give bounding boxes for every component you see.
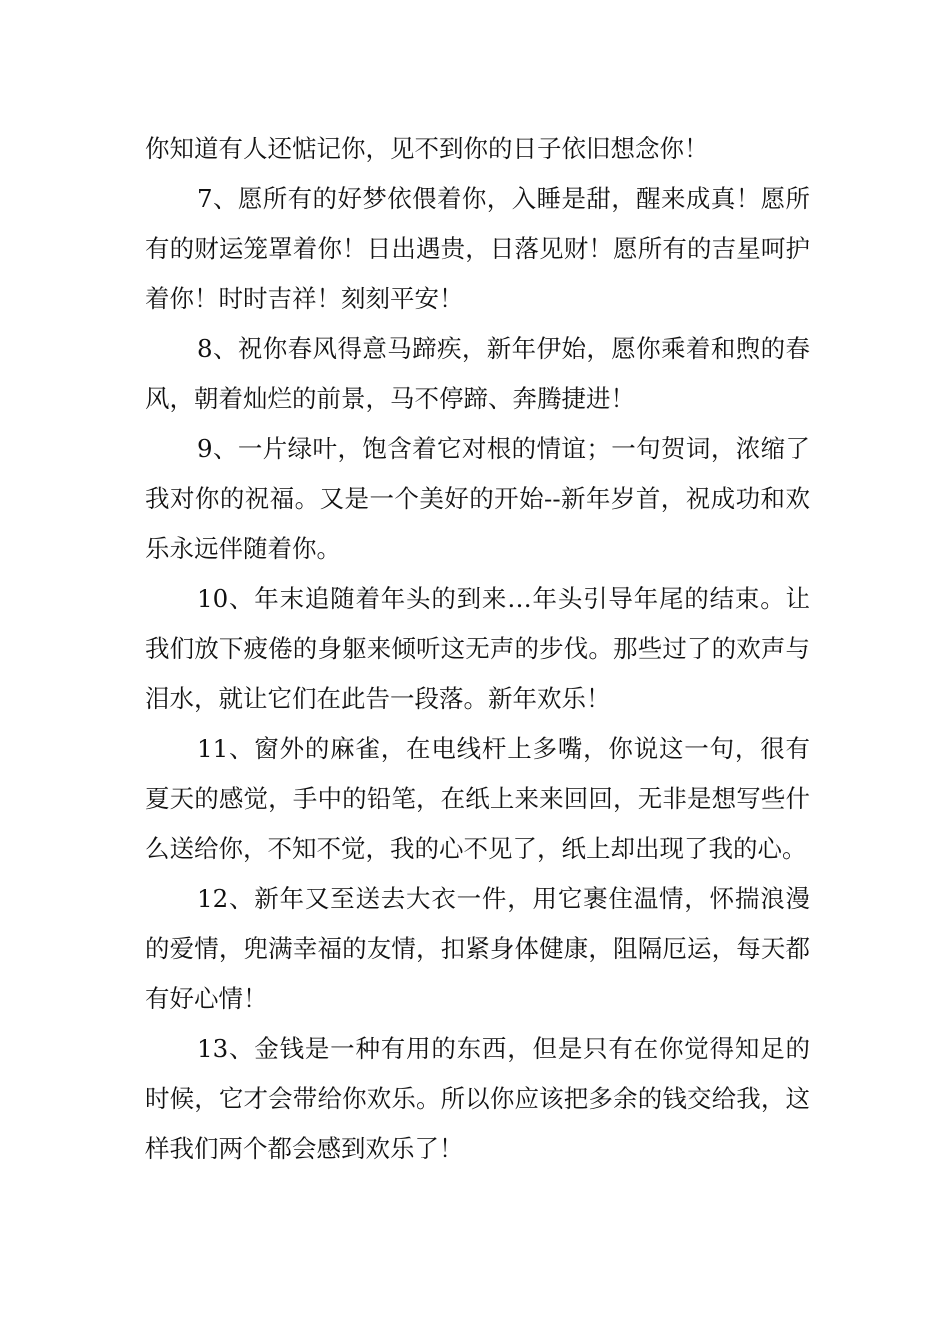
paragraph-item-10: 10、年末追随着年头的到来…年头引导年尾的结束。让我们放下疲倦的身躯来倾听这无声的步伐。那些过了的欢声与泪水，就让它们在此告一段落。新年欢乐！ bbox=[145, 584, 810, 713]
paragraph-item-8: 8、祝你春风得意马蹄疾，新年伊始，愿你乘着和煦的春风，朝着灿烂的前景，马不停蹄、奔腾捷进！ bbox=[145, 334, 810, 413]
paragraph-item-7: 7、愿所有的好梦依偎着你，入睡是甜，醒来成真！愿所有的财运笼罩着你！日出遇贵，日落见财！愿所有的吉星呵护着你！时时吉祥！刻刻平安！ bbox=[145, 184, 810, 313]
paragraph-item-11: 11、窗外的麻雀，在电线杆上多嘴，你说这一句，很有夏天的感觉，手中的铅笔，在纸上来来回回，无非是想写些什么送给你，不知不觉，我的心不见了，纸上却出现了我的心。 bbox=[145, 734, 810, 863]
paragraph-item-12: 12、新年又至送去大衣一件，用它裹住温情，怀揣浪漫的爱情，兜满幸福的友情，扣紧身体健康，阻隔厄运，每天都有好心情！ bbox=[145, 884, 810, 1013]
paragraph-item-13: 13、金钱是一种有用的东西，但是只有在你觉得知足的时候，它才会带给你欢乐。所以你应该把多余的钱交给我，这样我们两个都会感到欢乐了！ bbox=[145, 1034, 810, 1163]
paragraph-continuation: 你知道有人还惦记你，见不到你的日子依旧想念你！ bbox=[145, 134, 709, 163]
paragraph-item-9: 9、一片绿叶，饱含着它对根的情谊；一句贺词，浓缩了我对你的祝福。又是一个美好的开始--新年岁首，祝成功和欢乐永远伴随着你。 bbox=[145, 434, 810, 563]
document-body bbox=[145, 124, 810, 1174]
